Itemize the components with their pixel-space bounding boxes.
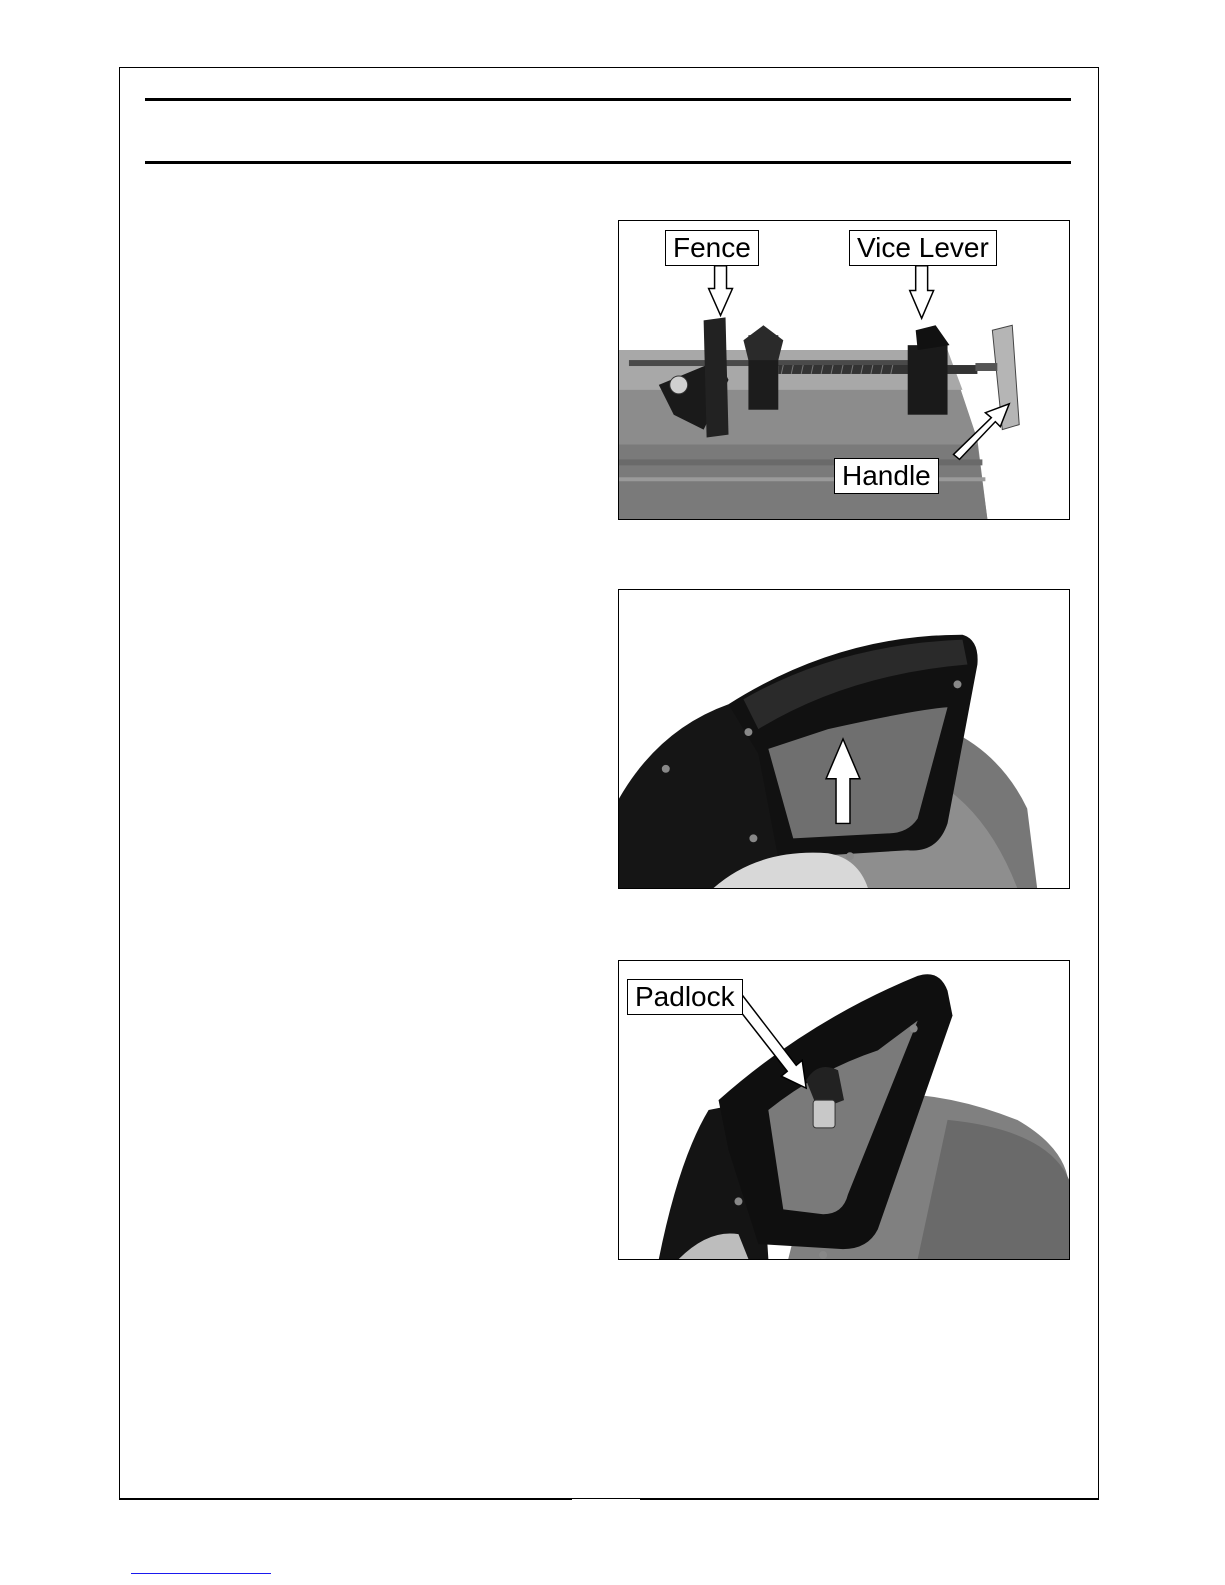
figure-vice-assembly xyxy=(618,220,1070,520)
link-underline[interactable] xyxy=(131,1573,271,1574)
header-rule-bottom xyxy=(145,161,1071,164)
padlock-callout: Padlock xyxy=(627,979,743,1015)
footer-rule-left xyxy=(119,1498,572,1500)
handle-lock-photo xyxy=(619,590,1069,888)
figure-handle-lock xyxy=(618,589,1070,889)
footer-rule-right xyxy=(640,1498,1099,1500)
header-rule-top xyxy=(145,98,1071,101)
figure-padlock xyxy=(618,960,1070,1260)
fence-callout: Fence xyxy=(665,230,759,266)
handle-callout: Handle xyxy=(834,458,939,494)
vice-lever-callout: Vice Lever xyxy=(849,230,997,266)
